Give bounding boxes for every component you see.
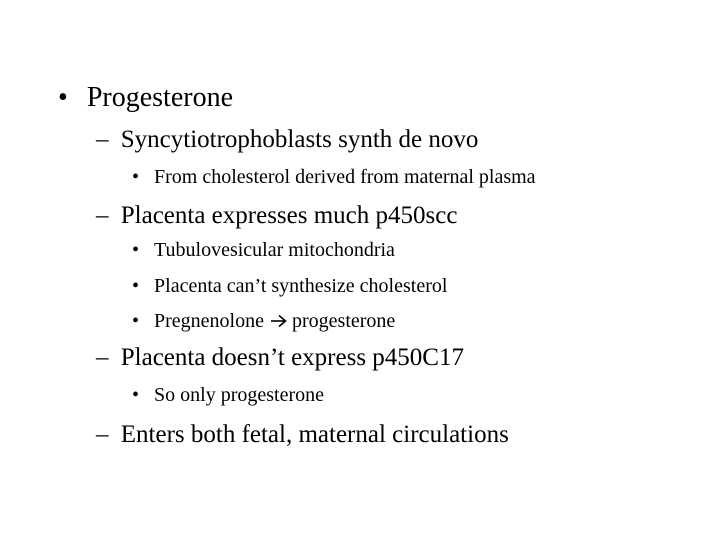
dash-marker: –: [96, 344, 109, 371]
dash-marker: –: [96, 202, 109, 229]
subitem-syncytiotrophoblasts: [96, 127, 478, 152]
bullet-progesterone: [58, 84, 233, 112]
detail-text: From cholesterol derived from maternal plasma: [154, 166, 536, 188]
dash-marker: –: [96, 421, 109, 448]
subitem-text: Placenta doesn’t express p450C17: [120, 344, 464, 371]
detail-text: So only progesterone: [154, 384, 324, 406]
subitem-text: Enters both fetal, maternal circulations: [120, 421, 509, 448]
detail-mitochondria: [132, 240, 395, 260]
subitem-circulations: [96, 422, 509, 447]
subitem-text: Placenta expresses much p450scc: [120, 202, 458, 229]
detail-pregnenolone: [132, 311, 395, 332]
dash-marker: –: [96, 126, 109, 153]
detail-cholesterol-synthesis: [132, 276, 447, 296]
detail-text: Placenta can’t synthesize cholesterol: [154, 275, 448, 297]
bullet-marker: •: [132, 310, 140, 332]
detail-text-before: Pregnenolone: [154, 310, 264, 332]
bullet-marker: •: [132, 384, 140, 406]
bullet-marker: •: [132, 239, 140, 261]
right-arrow-icon: [270, 312, 288, 332]
detail-text: Tubulovesicular mitochondria: [154, 239, 395, 261]
detail-only-progesterone: [132, 385, 324, 405]
subitem-p450scc: [96, 203, 457, 228]
subitem-p450c17: [96, 345, 464, 370]
detail-text-after: progesterone: [292, 310, 396, 332]
bullet-marker: •: [132, 275, 140, 297]
bullet-marker: •: [132, 166, 140, 188]
bullet-marker: •: [58, 82, 68, 113]
detail-cholesterol-source: [132, 167, 536, 187]
heading-text: Progesterone: [86, 82, 233, 113]
subitem-text: Syncytiotrophoblasts synth de novo: [120, 126, 479, 153]
